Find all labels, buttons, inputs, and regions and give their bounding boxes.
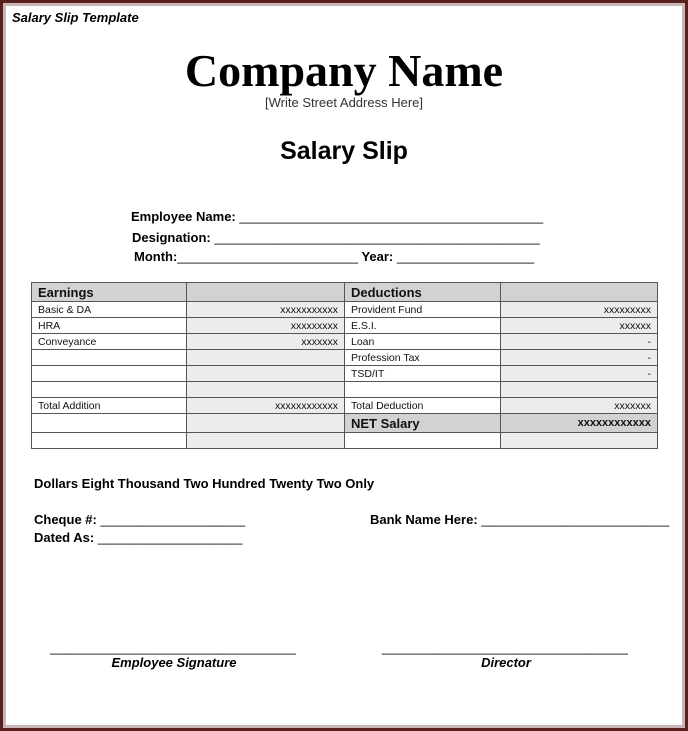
deduction-label: E.S.I. — [345, 318, 501, 334]
net-empty-cell — [32, 414, 187, 433]
table-row — [32, 382, 658, 398]
empty-value-cell — [501, 433, 658, 449]
earning-value[interactable]: xxxxxxxxxxx — [187, 302, 345, 318]
earning-label: Conveyance — [32, 334, 187, 350]
net-empty-value-cell — [187, 414, 345, 433]
deduction-value[interactable]: - — [501, 366, 658, 382]
table-row — [32, 334, 658, 350]
designation-line — [132, 230, 540, 245]
total-deduction-value[interactable]: xxxxxxx — [501, 398, 658, 414]
cheque-label: Cheque #: — [34, 512, 97, 527]
earning-value[interactable] — [187, 382, 345, 398]
employee-signature-line[interactable]: __________________________________ — [50, 640, 296, 655]
dated-line — [34, 530, 242, 545]
month-field[interactable]: _________________________ — [177, 249, 359, 264]
table-row — [32, 350, 658, 366]
earning-value[interactable] — [187, 366, 345, 382]
salary-table — [31, 282, 658, 449]
slip-title: Salary Slip — [280, 137, 408, 165]
table-row — [32, 318, 658, 334]
amount-in-words: Dollars Eight Thousand Two Hundred Twenty Two Only — [34, 476, 375, 491]
month-year-line — [134, 249, 534, 264]
designation-label: Designation: — [132, 230, 211, 245]
total-addition-value[interactable]: xxxxxxxxxxxx — [187, 398, 345, 414]
net-salary-value[interactable]: xxxxxxxxxxxx — [501, 414, 658, 433]
deduction-label: Provident Fund — [345, 302, 501, 318]
table-row — [32, 366, 658, 382]
bank-label: Bank Name Here: — [370, 512, 478, 527]
earnings-value-header — [187, 283, 345, 302]
deduction-label: Loan — [345, 334, 501, 350]
deductions-header: Deductions — [345, 283, 501, 302]
company-name: Company Name — [184, 45, 504, 96]
empty-cell — [32, 433, 187, 449]
table-row — [32, 433, 658, 449]
table-header-row — [32, 283, 658, 302]
bank-field[interactable]: __________________________ — [481, 512, 670, 527]
dated-field[interactable]: ____________________ — [97, 530, 243, 545]
table-row-net — [32, 414, 658, 433]
earning-value[interactable]: xxxxxxxxx — [187, 318, 345, 334]
cheque-field[interactable]: ____________________ — [100, 512, 246, 527]
director-signature-label: Director — [481, 655, 531, 670]
earning-label: HRA — [32, 318, 187, 334]
bank-line — [370, 512, 669, 527]
year-field[interactable]: ___________________ — [396, 249, 535, 264]
earning-label — [32, 366, 187, 382]
deductions-value-header — [501, 283, 658, 302]
cheque-line — [34, 512, 245, 527]
deduction-label: TSD/IT — [345, 366, 501, 382]
employee-name-label: Employee Name: — [131, 209, 236, 224]
address-placeholder: [Write Street Address Here] — [265, 95, 423, 110]
table-row — [32, 302, 658, 318]
dated-label: Dated As: — [34, 530, 95, 545]
employee-name-line — [131, 209, 543, 224]
earning-label: Basic & DA — [32, 302, 187, 318]
empty-value-cell — [187, 433, 345, 449]
table-row-totals — [32, 398, 658, 414]
deduction-label — [345, 382, 501, 398]
earning-value[interactable]: xxxxxxx — [187, 334, 345, 350]
month-label: Month: — [134, 249, 178, 264]
deduction-value[interactable]: - — [501, 334, 658, 350]
designation-field[interactable]: _____________________________________________ — [214, 230, 540, 245]
employee-name-field[interactable]: __________________________________________ — [239, 209, 544, 224]
director-signature-line[interactable]: __________________________________ — [382, 640, 628, 655]
year-label: Year: — [361, 249, 394, 264]
deduction-value[interactable]: xxxxxxxxx — [501, 302, 658, 318]
employee-signature-label: Employee Signature — [111, 655, 237, 670]
deduction-value[interactable]: xxxxxx — [501, 318, 658, 334]
template-title: Salary Slip Template — [12, 10, 139, 25]
deduction-value[interactable] — [501, 382, 658, 398]
total-deduction-label: Total Deduction — [345, 398, 501, 414]
deduction-value[interactable]: - — [501, 350, 658, 366]
net-salary-label: NET Salary — [345, 414, 501, 433]
salary-slip-page — [6, 6, 682, 725]
deduction-label: Profession Tax — [345, 350, 501, 366]
empty-cell — [345, 433, 501, 449]
earnings-header: Earnings — [32, 283, 187, 302]
earning-label — [32, 382, 187, 398]
earning-value[interactable] — [187, 350, 345, 366]
total-addition-label: Total Addition — [32, 398, 187, 414]
earning-label — [32, 350, 187, 366]
